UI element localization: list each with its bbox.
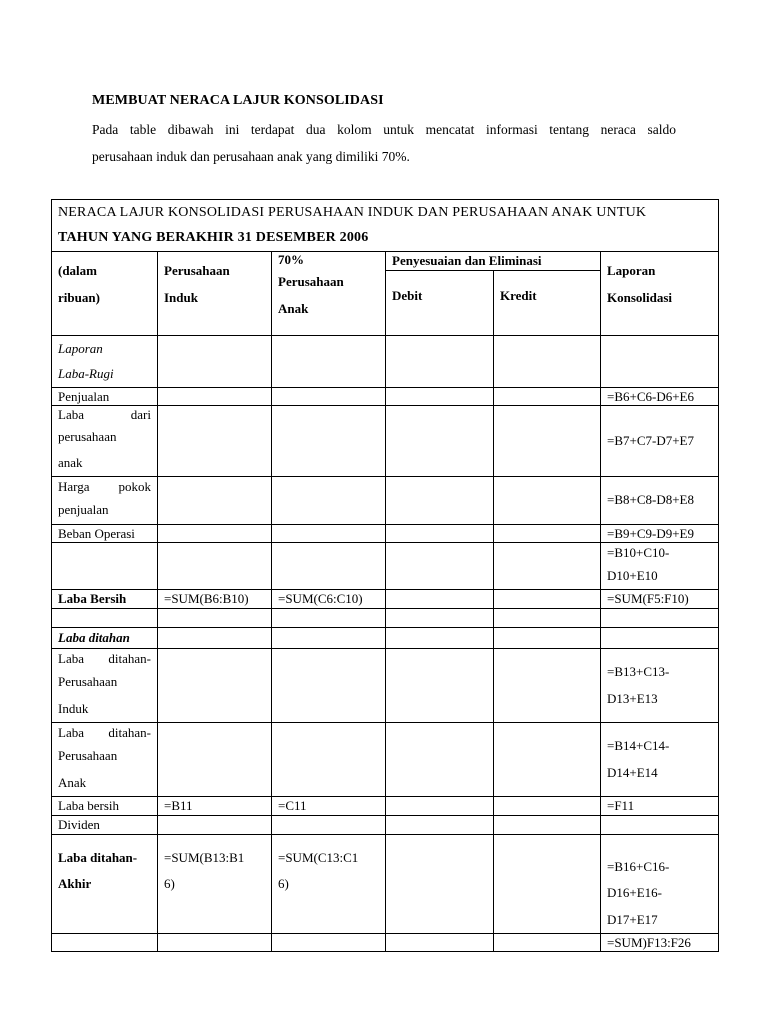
table-row: [52, 934, 719, 952]
row-label: Laba bersih: [52, 797, 158, 816]
table-row: [52, 406, 719, 477]
row-label: Dividen: [52, 816, 158, 835]
row-label: [52, 649, 158, 723]
intro-line-2: perusahaan induk dan perusahaan anak yang dimiliki 70%.: [92, 149, 410, 164]
header-text: ribuan): [58, 289, 100, 305]
row-label: [52, 835, 158, 934]
cell-text: Laba ditahan-: [58, 651, 151, 666]
cell: [386, 590, 494, 609]
intro-line-1: Pada table dibawah ini terdapat dua kolom untuk mencatat informasi tentang neraca saldo: [92, 122, 676, 137]
formula-cell: =SUM)F13:F26: [601, 934, 719, 952]
cell-text: D13+E13: [607, 690, 658, 706]
cell-text: Laporan: [58, 341, 103, 356]
cell: [272, 406, 386, 477]
formula-cell: =B11: [158, 797, 272, 816]
header-text: Induk: [164, 289, 198, 305]
formula-cell: =B7+C7-D7+E7: [601, 406, 719, 477]
cell-text: Laba-Rugi: [58, 365, 114, 381]
cell-text: perusahaan: [58, 429, 117, 444]
cell: [601, 336, 719, 388]
header-text: Anak: [278, 301, 309, 316]
cell-text: Akhir: [58, 876, 92, 891]
header-text: 70%: [278, 252, 304, 267]
row-label: [52, 723, 158, 797]
table-row: [52, 590, 719, 609]
header-kredit: Kredit: [494, 271, 601, 336]
cell-text: D14+E14: [607, 764, 658, 780]
header-text: Konsolidasi: [607, 289, 673, 305]
table-title-line-1: NERACA LAJUR KONSOLIDASI PERUSAHAAN INDUK DAN PERUSAHAAN ANAK UNTUK: [58, 205, 647, 220]
formula-cell: =SUM(F5:F10): [601, 590, 719, 609]
header-text: Laporan: [607, 263, 656, 278]
formula-cell: =C11: [272, 797, 386, 816]
cell: [386, 609, 494, 628]
table-row: [52, 816, 719, 835]
formula-cell: =SUM(B6:B10): [158, 590, 272, 609]
cell: [494, 934, 601, 952]
cell: [494, 835, 601, 934]
cell: [272, 628, 386, 649]
formula-cell: =SUM(C6:C10): [272, 590, 386, 609]
cell: [494, 542, 601, 590]
formula-cell: =F11: [601, 797, 719, 816]
table-title: [52, 200, 719, 252]
cell: [272, 542, 386, 590]
page-heading: MEMBUAT NERACA LAJUR KONSOLIDASI: [92, 93, 384, 108]
header-perusahaan-anak: [272, 252, 386, 336]
cell: [272, 934, 386, 952]
cell: [158, 934, 272, 952]
row-label: Laba Bersih: [52, 590, 158, 609]
cell: [386, 477, 494, 525]
cell: [494, 609, 601, 628]
cell: [272, 609, 386, 628]
cell: [386, 628, 494, 649]
header-text: Perusahaan: [164, 263, 230, 278]
header-row: [52, 252, 719, 271]
cell: [52, 609, 158, 628]
cell-text: Anak: [58, 774, 87, 790]
row-label: Beban Operasi: [52, 524, 158, 542]
cell-text: =SUM(B13:B1: [164, 849, 245, 865]
cell: [386, 816, 494, 835]
cell-text: =B10+C10-: [607, 544, 670, 560]
formula-cell: [272, 835, 386, 934]
cell: [272, 723, 386, 797]
table-title-line-2: TAHUN YANG BERAKHIR 31 DESEMBER 2006: [58, 229, 369, 245]
formula-cell: =B8+C8-D8+E8: [601, 477, 719, 525]
cell: [601, 609, 719, 628]
formula-cell: [158, 835, 272, 934]
cell: [386, 723, 494, 797]
table-row: [52, 797, 719, 816]
table-row: [52, 835, 719, 934]
formula-cell: [601, 542, 719, 590]
cell: [158, 388, 272, 406]
cell: [494, 406, 601, 477]
cell: [386, 406, 494, 477]
cell-text: D17+E17: [607, 911, 658, 927]
formula-cell: [601, 835, 719, 934]
cell: [52, 542, 158, 590]
table-title-row: [52, 200, 719, 252]
header-debit: Debit: [386, 271, 494, 336]
cell: [158, 816, 272, 835]
cell: [158, 609, 272, 628]
cell-text: Harga pokok: [58, 479, 151, 494]
cell: [158, 723, 272, 797]
header-laporan-konsolidasi: [601, 252, 719, 336]
formula-cell: =B6+C6-D6+E6: [601, 388, 719, 406]
cell-text: 6): [164, 876, 175, 891]
cell: [158, 406, 272, 477]
cell: [272, 816, 386, 835]
cell: [601, 816, 719, 835]
worksheet-table: [51, 199, 719, 952]
cell: [494, 628, 601, 649]
cell-text: Perusahaan: [58, 748, 118, 763]
formula-cell: [601, 723, 719, 797]
row-label: Laba ditahan: [52, 628, 158, 649]
cell-text: D10+E10: [607, 567, 658, 583]
cell-text: Laba dari: [58, 407, 151, 422]
table-row: [52, 649, 719, 723]
table-row: [52, 388, 719, 406]
header-penyesuaian: Penyesuaian dan Eliminasi: [386, 252, 601, 271]
row-label: [52, 477, 158, 525]
cell-text: =B13+C13-: [607, 664, 670, 679]
table-row: [52, 628, 719, 649]
cell: [494, 336, 601, 388]
cell: [158, 336, 272, 388]
intro-paragraph: [92, 116, 676, 170]
table-row: [52, 542, 719, 590]
cell: [494, 797, 601, 816]
cell: [494, 388, 601, 406]
cell: [386, 835, 494, 934]
table-row: [52, 524, 719, 542]
cell: [494, 723, 601, 797]
row-label: Penjualan: [52, 388, 158, 406]
header-perusahaan-induk: [158, 252, 272, 336]
cell: [601, 628, 719, 649]
cell: [386, 934, 494, 952]
cell: [158, 477, 272, 525]
cell: [386, 797, 494, 816]
table-row: [52, 723, 719, 797]
cell: [158, 649, 272, 723]
cell: [386, 388, 494, 406]
formula-cell: =B9+C9-D9+E9: [601, 524, 719, 542]
cell: [386, 649, 494, 723]
cell: [386, 524, 494, 542]
cell: [52, 934, 158, 952]
table-row: [52, 609, 719, 628]
cell: [272, 524, 386, 542]
cell-text: 6): [278, 876, 289, 891]
table-row: [52, 477, 719, 525]
cell: [494, 590, 601, 609]
formula-cell: [601, 649, 719, 723]
cell-text: Laba ditahan-: [58, 849, 138, 865]
cell-text: =B16+C16-: [607, 858, 670, 874]
cell-text: Perusahaan: [58, 674, 118, 689]
cell: [386, 542, 494, 590]
cell: [272, 388, 386, 406]
cell-text: penjualan: [58, 502, 109, 517]
cell: [158, 628, 272, 649]
cell: [158, 524, 272, 542]
cell-text: Induk: [58, 700, 89, 716]
cell-text: =B14+C14-: [607, 738, 670, 753]
header-text: Perusahaan: [278, 274, 344, 289]
header-dalam-ribuan: [52, 252, 158, 336]
cell-text: =SUM(C13:C1: [278, 849, 359, 865]
cell: [386, 336, 494, 388]
table-row: [52, 336, 719, 388]
cell: [494, 477, 601, 525]
cell: [494, 649, 601, 723]
cell: [494, 816, 601, 835]
cell: [158, 542, 272, 590]
cell-text: anak: [58, 455, 83, 470]
cell: [272, 336, 386, 388]
cell: [494, 524, 601, 542]
row-label: [52, 406, 158, 477]
cell-text: D16+E16-: [607, 885, 662, 900]
header-text: (dalam: [58, 263, 97, 278]
row-label: [52, 336, 158, 388]
cell-text: Laba ditahan-: [58, 725, 151, 740]
cell: [272, 649, 386, 723]
cell: [272, 477, 386, 525]
